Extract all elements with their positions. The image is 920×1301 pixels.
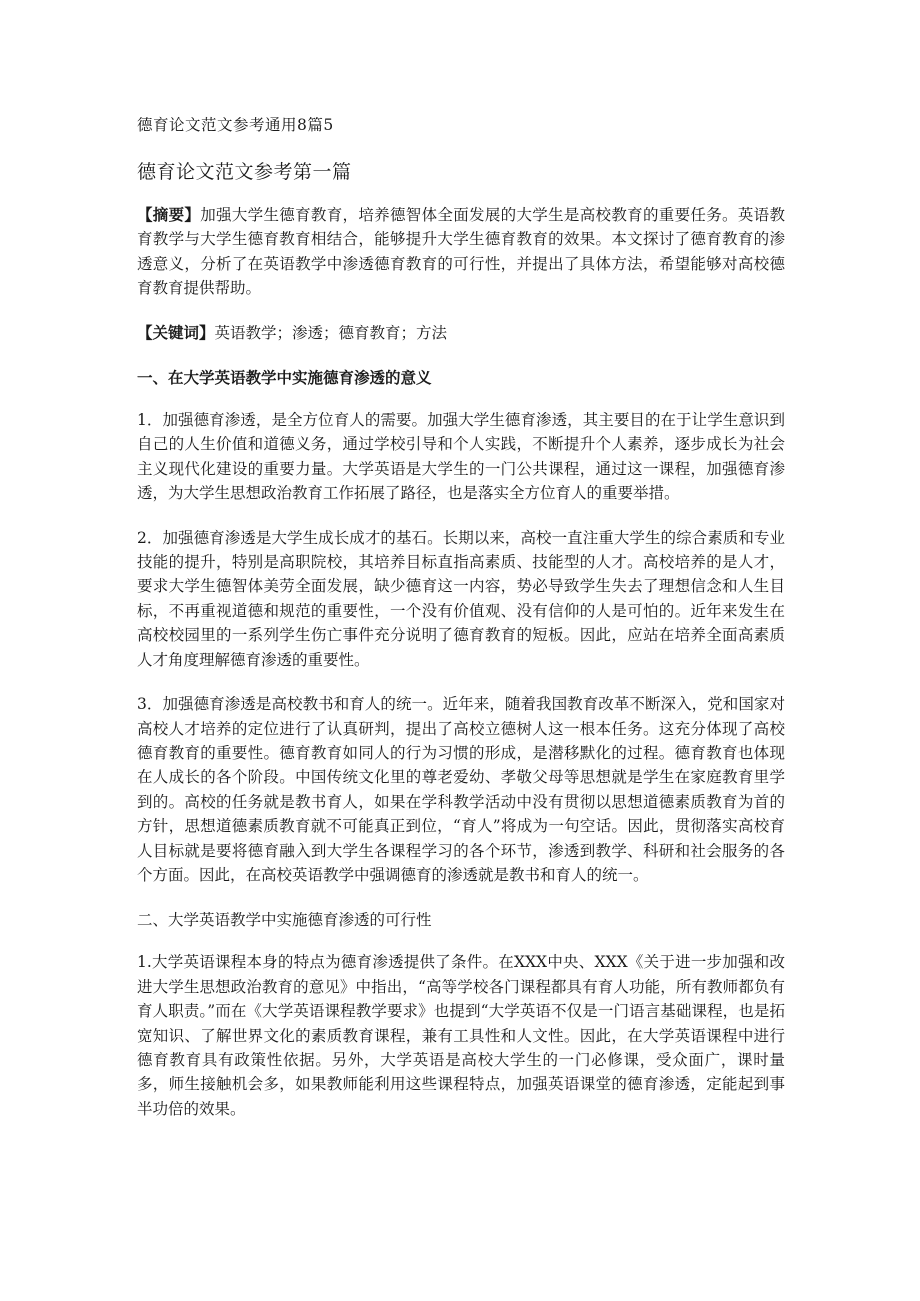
keywords-text: 英语教学；渗透；德育教育；方法 bbox=[214, 323, 448, 342]
keywords-label: 【关键词】 bbox=[137, 322, 215, 342]
body-paragraph-1: 1．加强德育渗透，是全方位育人的需要。加强大学生德育渗透，其主要目的在于让学生意识到自己的人生价值和道德义务，通过学校引导和个人实践，不断提升个人素养，逐步成长为社会主义现代化建设的重要力量。大学英语是大学生的一门公共课程，通过这一课程，加强德育渗透，为大学生思想政治教育工作拓展了路径，也是落实全方位育人的重要举措。 bbox=[137, 411, 785, 503]
body-paragraph-4: 1.大学英语课程本身的特点为德育渗透提供了条件。在XXX中央、XXX《关于进一步加强和改进大学生思想政治教育的意见》中指出，“高等学校各门课程都具有育人功能，所有教师都负有育人职责。”而在《大学英语课程教学要求》也提到“大学英语不仅是一门语言基础课程，也是拓宽知识、了解世界文化的素质教育课程，兼有工具性和人文性。因此，在大学英语课程中进行德育教育具有政策性依据。另外，大学英语是高校大学生的一门必修课，受众面广，课时量多，师生接触机会多，如果教师能利用这些课程特点，加强英语课堂的德育渗透，定能起到事半功倍的效果。 bbox=[137, 953, 785, 1118]
heading-feasibility: 二、大学英语教学中实施德育渗透的可行性 bbox=[137, 911, 432, 930]
keywords-paragraph bbox=[137, 321, 785, 345]
heading-significance: 一、在大学英语教学中实施德育渗透的意义 bbox=[137, 368, 432, 388]
body-paragraph-2: 2．加强德育渗透是大学生成长成才的基石。长期以来，高校一直注重大学生的综合素质和专业技能的提升，特别是高职院校，其培养目标直指高素质、技能型的人才。高校培养的是人才，要求大学生德智体美劳全面发展，缺少德育这一内容，势必导致学生失去了理想信念和人生目标，不再重视道德和规范的重要性，一个没有价值观、没有信仰的人是可怕的。近年来发生在高校校园里的一系列学生伤亡事件充分说明了德育教育的短板。因此，应站在培养全面高素质人才角度理解德育渗透的重要性。 bbox=[137, 528, 785, 669]
body-paragraph-3: 3．加强德育渗透是高校教书和育人的统一。近年来，随着我国教育改革不断深入，党和国家对高校人才培养的定位进行了认真研判，提出了高校立德树人这一根本任务。这充分体现了高校德育教育的重要性。德育教育如同人的行为习惯的形成，是潜移默化的过程。德育教育也体现在人成长的各个阶段。中国传统文化里的尊老爱幼、孝敬父母等思想就是学生在家庭教育里学到的。高校的任务就是教书育人，如果在学科教学活动中没有贯彻以思想道德素质教育为首的方针，思想道德素质教育就不可能真正到位，“育人”将成为一句空话。因此，贯彻落实高校育人目标就是要将德育融入到大学生各课程学习的各个环节，渗透到教学、科研和社会服务的各个方面。因此，在高校英语教学中强调德育的渗透就是教书和育人的统一。 bbox=[137, 695, 785, 884]
document-title: 德育论文范文参考通用8篇5 bbox=[137, 116, 334, 134]
section-title: 德育论文范文参考第一篇 bbox=[137, 161, 352, 183]
abstract-text: 加强大学生德育教育，培养德智体全面发展的大学生是高校教育的重要任务。英语教育教学与大学生德育教育相结合，能够提升大学生德育教育的效果。本文探讨了德育教育的渗透意义，分析了在英语教学中渗透德育教育的可行性，并提出了具体方法，希望能够对高校德育教育提供帮助。 bbox=[137, 206, 785, 298]
document-page bbox=[137, 112, 785, 1141]
abstract-paragraph bbox=[137, 203, 785, 301]
abstract-label: 【摘要】 bbox=[137, 205, 201, 224]
